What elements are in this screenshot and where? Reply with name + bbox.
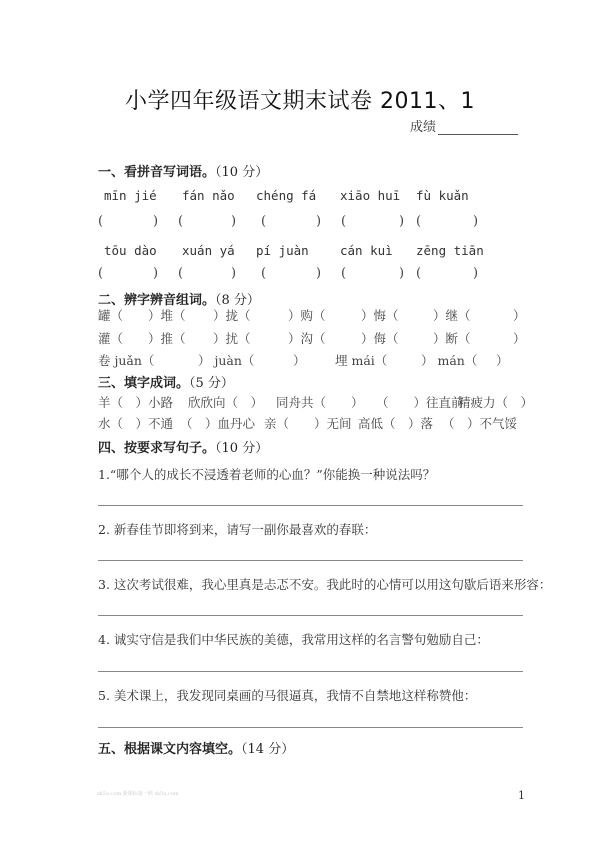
char-cell: ）	[513, 308, 526, 323]
section3-heading-text: 三、填字成词。	[98, 376, 190, 391]
idiom-cell: 高低（ ）落	[358, 416, 434, 431]
question-1: 1.“哪个人的成长不浸透着老师的心血？”你能换一种说法吗？	[98, 467, 436, 482]
char-cell: ）侮（	[361, 331, 399, 346]
char-cell: ）	[293, 353, 306, 368]
question-5: 5. 美术课上，我发现同桌画的马很逼真，我情不自禁地这样称赞他：	[98, 688, 477, 703]
paren-open: (	[261, 266, 267, 281]
char-cell: ）断（	[433, 331, 471, 346]
paren-close: )	[153, 214, 159, 229]
section4-heading	[98, 437, 268, 456]
char-cell: ）推（	[148, 331, 186, 346]
question-3: 3. 这次考试很难，我心里真是忐忑不安。我此时的心情可以用这句歇后语来形容：	[98, 577, 552, 592]
section5-points: （14 分）	[241, 742, 295, 757]
char-cell: ）购（	[288, 308, 326, 323]
answer-line-5[interactable]	[98, 727, 523, 728]
paren-open: (	[416, 214, 422, 229]
char-cell: ）沟（	[288, 331, 326, 346]
section4-points: （10 分）	[215, 441, 269, 456]
paren-close: )	[316, 266, 322, 281]
paren-open: (	[341, 266, 347, 281]
char-cell: 卷 juǎn（	[98, 353, 155, 368]
paren-open: (	[261, 214, 267, 229]
section1-heading-text: 一、看拼音写词语。	[98, 165, 216, 180]
paren-open: (	[341, 214, 347, 229]
char-cell: ）	[513, 331, 526, 346]
idiom-cell: 欣欣向（ ）	[188, 395, 264, 410]
question-2: 2. 新春佳节即将到来，请写一副你最喜欢的春联：	[98, 522, 377, 537]
paren-close: )	[473, 266, 479, 281]
section3-heading	[98, 372, 234, 391]
section4-heading-text: 四、按要求写句子。	[98, 441, 216, 456]
idiom-cell: （ ）血丹心	[180, 416, 256, 431]
question-4: 4. 诚实守信是我们中华民族的美德，我常用这样的名言警句勉励自己：	[98, 632, 489, 647]
char-cell: ）继（	[433, 308, 471, 323]
paren-open: (	[178, 266, 184, 281]
idiom-cell: 水（ ）不通	[98, 416, 174, 431]
footer-watermark: zk5u.com 新课标第一网 zk5u.com	[97, 791, 179, 797]
paren-open: (	[98, 266, 104, 281]
section3-points: （5 分）	[189, 376, 234, 391]
page-number: 1	[518, 789, 525, 802]
pinyin-item: zēng tiān	[416, 243, 484, 258]
char-cell: ）扰（	[213, 331, 251, 346]
section1-points: （10 分）	[215, 165, 269, 180]
paren-open: (	[416, 266, 422, 281]
paren-open: (	[178, 214, 184, 229]
answer-line-3[interactable]	[98, 615, 523, 616]
pinyin-item: xiāo huī	[340, 188, 401, 203]
char-cell: 罐（	[98, 308, 124, 323]
char-cell: 灌（	[98, 331, 124, 346]
char-cell: ） mán（	[421, 353, 478, 368]
section5-heading	[98, 738, 294, 757]
idiom-cell: （ ）不气馁	[442, 416, 518, 431]
char-cell: ） juàn（	[198, 353, 255, 368]
idiom-cell: （ ）往直前	[376, 395, 464, 410]
paren-close: )	[399, 266, 405, 281]
paren-open: (	[98, 214, 104, 229]
idiom-cell: 精疲力（ ）	[458, 395, 534, 410]
pinyin-item: mīn jié	[104, 188, 157, 203]
score-field	[410, 116, 518, 135]
section2-points: （8 分）	[215, 293, 260, 308]
char-cell: ）拢（	[213, 308, 251, 323]
paren-close: )	[231, 266, 237, 281]
section2-heading-text: 二、辨字辨音组词。	[98, 293, 216, 308]
char-cell: 埋 mái（	[335, 353, 388, 368]
char-cell: ）堆（	[148, 308, 186, 323]
pinyin-item: xuán yá	[182, 243, 235, 258]
answer-line-4[interactable]	[98, 671, 523, 672]
idiom-cell: 亲（ ）无间	[264, 416, 352, 431]
paren-close: )	[231, 214, 237, 229]
pinyin-item: fán nǎo	[182, 188, 235, 203]
pinyin-item: chéng fá	[256, 188, 317, 203]
answer-line-1[interactable]	[98, 505, 523, 506]
pinyin-item: cán kuì	[340, 243, 393, 258]
page-title: 小学四年级语文期末试卷 2011、1	[125, 89, 475, 114]
pinyin-item: tōu dào	[104, 243, 157, 258]
idiom-cell: 同舟共（ ）	[276, 395, 364, 410]
idiom-cell: 羊（ ）小路	[98, 395, 174, 410]
paren-close: )	[473, 214, 479, 229]
paren-close: )	[153, 266, 159, 281]
paren-close: )	[316, 214, 322, 229]
section5-heading-text: 五、根据课文内容填空。	[98, 742, 242, 757]
section1-heading	[98, 161, 268, 180]
paren-close: )	[399, 214, 405, 229]
score-blank[interactable]	[438, 120, 518, 135]
answer-line-2[interactable]	[98, 560, 523, 561]
pinyin-item: pí juàn	[256, 243, 309, 258]
char-cell: ）悔（	[361, 308, 399, 323]
score-label: 成绩	[410, 120, 437, 135]
char-cell: ）	[496, 353, 509, 368]
pinyin-item: fù kuǎn	[416, 188, 469, 203]
